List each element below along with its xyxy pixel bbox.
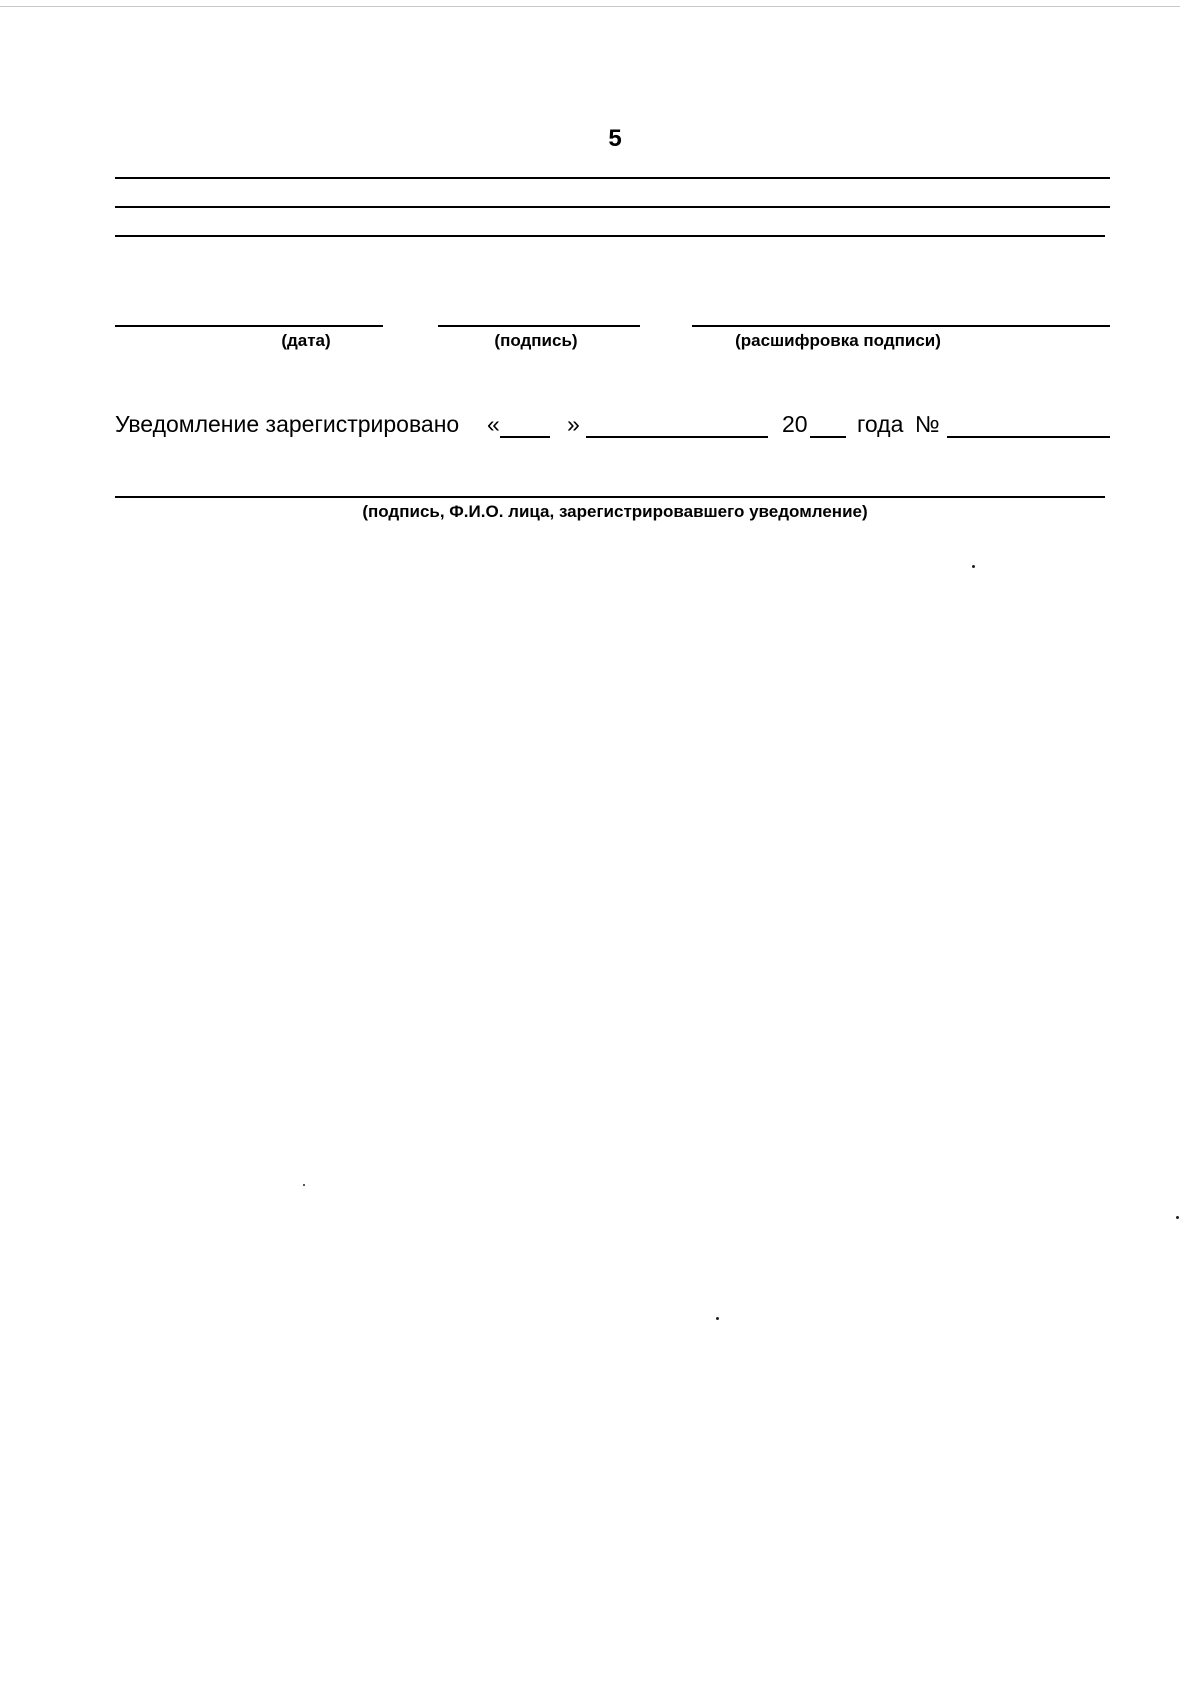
scan-speck <box>972 565 975 568</box>
number-sign: № <box>915 411 940 437</box>
signature-decoding-caption: (расшифровка подписи) <box>735 331 941 350</box>
blank-line-3[interactable] <box>115 235 1105 237</box>
year-word: года <box>857 411 904 437</box>
date-caption: (дата) <box>281 331 331 350</box>
scan-edge-line <box>0 6 1180 7</box>
day-blank[interactable] <box>500 436 550 438</box>
registration-label: Уведомление зарегистрировано <box>115 411 460 437</box>
close-quote: » <box>567 411 580 437</box>
scan-speck <box>1176 1216 1179 1219</box>
open-quote: « <box>487 411 500 437</box>
blank-line-1[interactable] <box>115 177 1110 179</box>
date-line[interactable] <box>115 325 383 327</box>
signature-caption: (подпись) <box>494 331 578 350</box>
scan-speck <box>716 1317 719 1320</box>
signature-line[interactable] <box>438 325 640 327</box>
registrar-signature-line[interactable] <box>115 496 1105 498</box>
registration-number-blank[interactable] <box>947 436 1110 438</box>
registration-line <box>115 412 1115 442</box>
blank-line-2[interactable] <box>115 206 1110 208</box>
scan-speck <box>303 1184 305 1186</box>
signature-decoding-line[interactable] <box>692 325 1110 327</box>
year-prefix: 20 <box>782 411 808 437</box>
month-blank[interactable] <box>586 436 768 438</box>
page-number: 5 <box>608 125 622 152</box>
year-blank[interactable] <box>810 436 846 438</box>
registrar-signature-caption: (подпись, Ф.И.О. лица, зарегистрировавшего уведомление) <box>362 502 868 521</box>
